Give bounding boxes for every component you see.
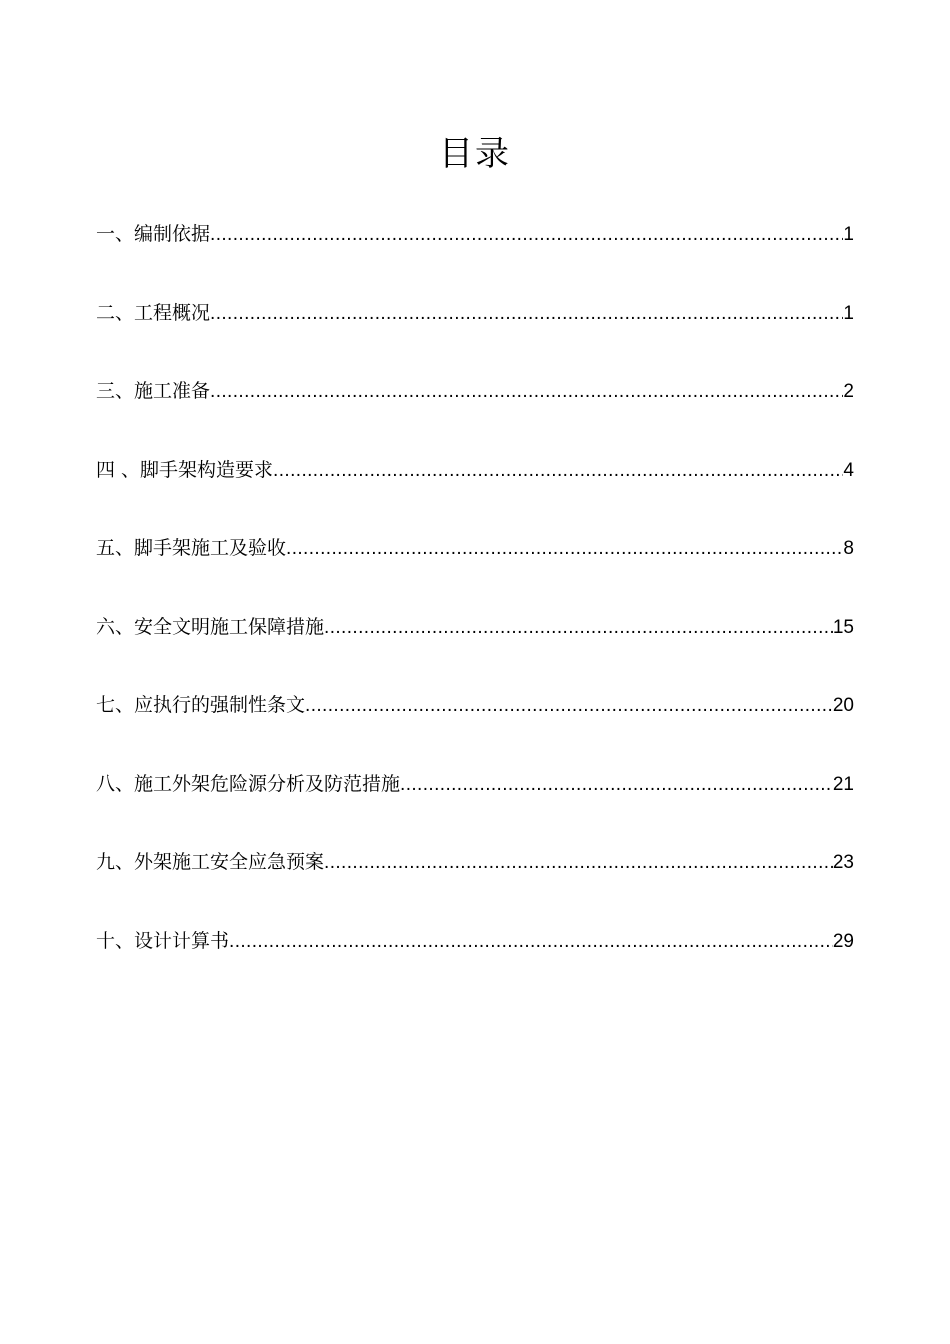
toc-dot-leader: [400, 765, 833, 805]
toc-dot-leader: [229, 922, 833, 962]
table-of-contents: [96, 214, 854, 999]
toc-entry[interactable]: [96, 293, 854, 372]
toc-dot-leader: [324, 843, 833, 883]
toc-entry-page: 2: [843, 381, 854, 402]
toc-dot-leader: [324, 608, 833, 648]
toc-entry-label: 一、编制依据: [96, 223, 211, 245]
toc-entry-page: 1: [843, 302, 854, 324]
toc-entry-page: 29: [832, 930, 854, 952]
toc-entry[interactable]: [96, 214, 854, 293]
toc-dot-leader: [210, 215, 843, 255]
toc-dot-leader: [210, 372, 843, 412]
toc-entry-label: 二、工程概况: [96, 301, 211, 324]
toc-entry[interactable]: [96, 921, 854, 1000]
toc-entry-page: 23: [832, 852, 854, 873]
page-title: 目录: [439, 134, 511, 174]
toc-entry[interactable]: [96, 607, 854, 686]
toc-entry-page: 8: [843, 538, 854, 559]
toc-entry[interactable]: [96, 528, 854, 607]
toc-entry-page: 15: [832, 616, 854, 638]
toc-entry-page: 4: [843, 459, 854, 481]
toc-dot-leader: [210, 294, 843, 334]
toc-dot-leader: [286, 529, 843, 569]
toc-dot-leader: [273, 451, 843, 491]
toc-entry-label: 六、安全文明施工保障措施: [96, 615, 325, 638]
toc-entry[interactable]: [96, 764, 854, 843]
toc-entry-page: 1: [843, 224, 854, 245]
toc-entry[interactable]: [96, 371, 854, 450]
toc-entry-label: 十、设计计算书: [96, 929, 230, 952]
toc-entry-label: 九、外架施工安全应急预案: [96, 851, 325, 873]
toc-entry-label: 四 、脚手架构造要求: [96, 458, 274, 481]
toc-entry-label: 三、施工准备: [96, 380, 211, 402]
toc-entry[interactable]: [96, 842, 854, 921]
toc-entry[interactable]: [96, 685, 854, 764]
toc-entry-page: 21: [832, 773, 854, 795]
toc-entry-label: 七、应执行的强制性条文: [96, 694, 306, 716]
toc-entry-page: 20: [832, 695, 854, 716]
toc-dot-leader: [305, 686, 833, 726]
toc-entry-label: 五、脚手架施工及验收: [96, 537, 287, 559]
toc-entry[interactable]: [96, 450, 854, 529]
toc-entry-label: 八、施工外架危险源分析及防范措施: [96, 772, 401, 795]
